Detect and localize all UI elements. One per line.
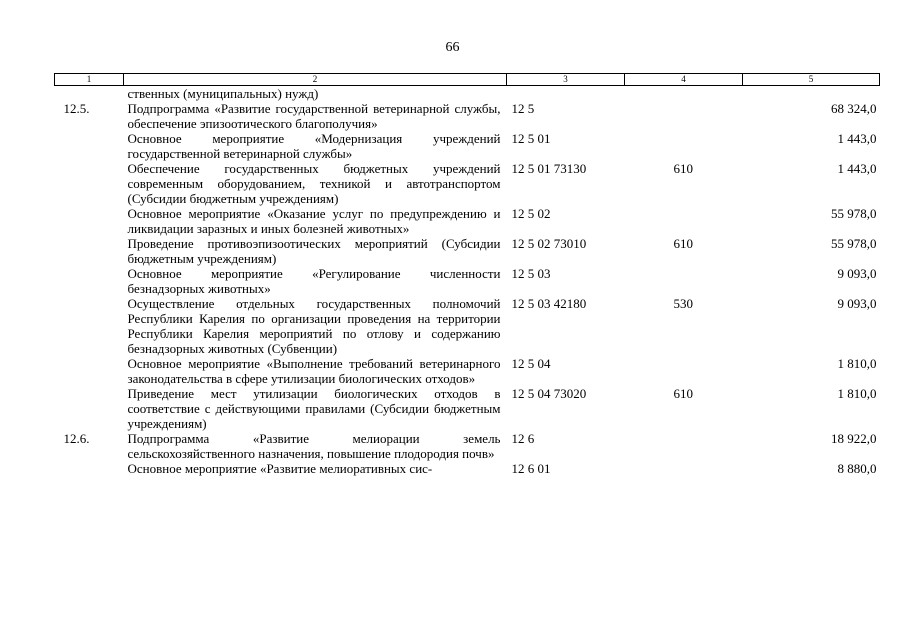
table-row xyxy=(55,161,880,206)
row-name: Основное мероприятие «Модернизация учреждений государственной ветеринарной службы» xyxy=(127,131,501,161)
table-row xyxy=(55,236,880,266)
row-name: Основное мероприятие «Оказание услуг по предупреждению и ликвидации заразных и иных болезней животных» xyxy=(127,206,501,236)
row-name: Основное мероприятие «Регулирование численности безнадзорных животных» xyxy=(127,266,501,296)
table-body xyxy=(55,86,880,477)
row-number xyxy=(55,86,124,102)
header-cell-1: 1 xyxy=(55,74,124,86)
row-expense-type: 610 xyxy=(673,386,693,401)
header-cell-5: 5 xyxy=(743,74,880,86)
row-code: 12 6 xyxy=(511,431,535,446)
row-code: 12 5 03 42180 xyxy=(511,296,587,311)
row-amount: 1 810,0 xyxy=(837,386,877,401)
row-number xyxy=(55,206,124,236)
row-amount: 9 093,0 xyxy=(837,296,877,311)
row-code xyxy=(507,86,625,102)
row-number xyxy=(55,296,124,356)
row-amount: 68 324,0 xyxy=(831,101,877,116)
row-expense-type xyxy=(625,431,743,461)
header-cell-3: 3 xyxy=(507,74,625,86)
row-expense-type xyxy=(625,266,743,296)
table-row xyxy=(55,386,880,431)
row-amount: 18 922,0 xyxy=(831,431,877,446)
row-amount: 1 443,0 xyxy=(837,161,877,176)
row-name: Подпрограмма «Развитие мелиорации земель сельскохозяйственного назначения, повышение плодородия почв» xyxy=(127,431,501,461)
header-cell-4: 4 xyxy=(625,74,743,86)
row-number xyxy=(55,131,124,161)
row-expense-type xyxy=(625,461,743,476)
table-row xyxy=(55,131,880,161)
row-amount: 55 978,0 xyxy=(831,206,877,221)
row-number: 12.6. xyxy=(63,431,90,446)
row-expense-type xyxy=(625,101,743,131)
row-name: ственных (муниципальных) нужд) xyxy=(127,86,319,101)
row-name: Обеспечение государственных бюджетных учреждений современным оборудованием, техникой и автотранспортом (Субсидии бюджетным учреждениям) xyxy=(127,161,501,206)
table-row xyxy=(55,296,880,356)
row-number: 12.5. xyxy=(63,101,90,116)
row-name: Проведение противоэпизоотических мероприятий (Субсидии бюджетным учреждениям) xyxy=(127,236,501,266)
row-code: 12 5 04 73020 xyxy=(511,386,587,401)
row-number xyxy=(55,266,124,296)
row-amount: 9 093,0 xyxy=(837,266,877,281)
row-code: 12 5 01 73130 xyxy=(511,161,587,176)
row-amount xyxy=(743,86,880,102)
row-name: Подпрограмма «Развитие государственной ветеринарной службы, обеспечение эпизоотического благополучия» xyxy=(127,101,501,131)
table-row xyxy=(55,266,880,296)
row-code: 12 5 04 xyxy=(511,356,551,371)
row-amount: 8 880,0 xyxy=(837,461,877,476)
row-code: 12 5 03 xyxy=(511,266,551,281)
table-header xyxy=(55,74,880,86)
row-expense-type xyxy=(625,356,743,386)
budget-table xyxy=(54,73,880,476)
table-row xyxy=(55,206,880,236)
page-number: 66 xyxy=(445,40,460,55)
row-number xyxy=(55,356,124,386)
row-code: 12 5 xyxy=(511,101,535,116)
row-number xyxy=(55,461,124,476)
row-amount: 1 810,0 xyxy=(837,356,877,371)
row-expense-type xyxy=(625,86,743,102)
row-code: 12 5 02 xyxy=(511,206,551,221)
row-amount: 1 443,0 xyxy=(837,131,877,146)
table-row xyxy=(55,101,880,131)
row-code: 12 5 02 73010 xyxy=(511,236,587,251)
row-name: Приведение мест утилизации биологических отходов в соответствие с действующими правилами (Субсидии бюджетным учреждениям) xyxy=(127,386,501,431)
table-row xyxy=(55,431,880,461)
row-number xyxy=(55,386,124,431)
row-code: 12 5 01 xyxy=(511,131,551,146)
row-expense-type xyxy=(625,206,743,236)
row-code: 12 6 01 xyxy=(511,461,551,476)
row-expense-type xyxy=(625,131,743,161)
header-row xyxy=(55,74,880,86)
row-number xyxy=(55,161,124,206)
header-cell-2: 2 xyxy=(124,74,507,86)
table-row xyxy=(55,461,880,476)
row-expense-type: 610 xyxy=(673,236,693,251)
row-name: Осуществление отдельных государственных полномочий Республики Карелия по организации проведения на территории Республики Карелия мероприятий по отлову и содержанию безнадзорных животных (Субвенции) xyxy=(127,296,501,356)
table-row xyxy=(55,86,880,102)
row-number xyxy=(55,236,124,266)
row-expense-type: 610 xyxy=(673,161,693,176)
row-expense-type: 530 xyxy=(673,296,693,311)
table-row xyxy=(55,356,880,386)
row-name: Основное мероприятие «Выполнение требований ветеринарного законодательства в сфере утилизации биологических отходов» xyxy=(127,356,501,386)
row-amount: 55 978,0 xyxy=(831,236,877,251)
row-name: Основное мероприятие «Развитие мелиоративных сис- xyxy=(127,461,433,476)
